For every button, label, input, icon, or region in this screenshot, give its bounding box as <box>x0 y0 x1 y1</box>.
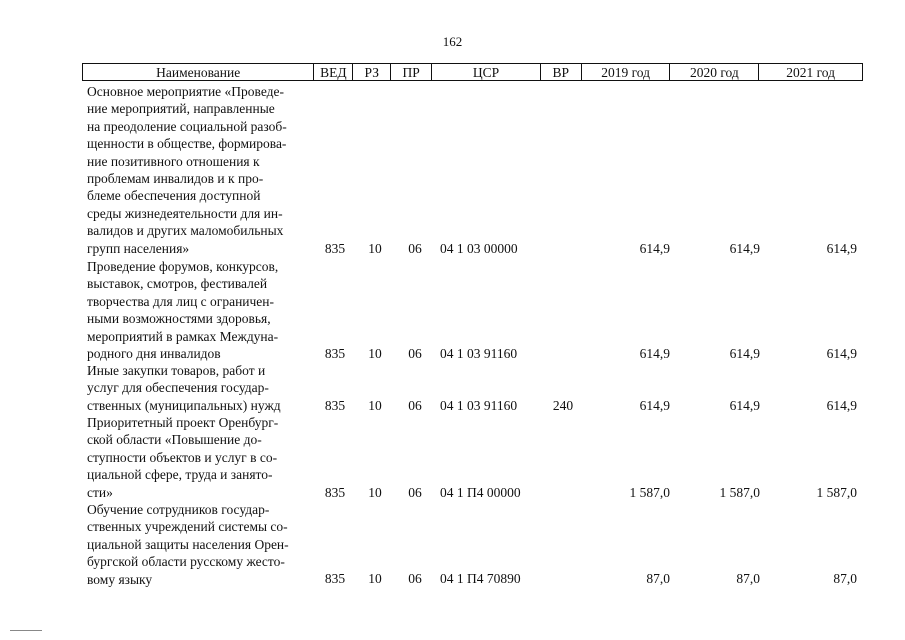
row-2021: 614,9 <box>826 346 857 361</box>
header-csr: ЦСР <box>432 64 541 80</box>
row-name: Проведение форумов, конкурсов, выставок, смотров, фестивалей творчества для лиц с ограничен- ными возможностями здоровья, мероприятий в рамках Междуна- родного дня инвалидов <box>87 259 279 362</box>
header-2021: 2021 год <box>786 65 836 80</box>
row-name: Основное мероприятие «Проведе- ние мероприятий, направленные на преодоление социальной разоб- щенности в обществе, формирова- ние позитивного отношения к проблемам инвалидов и к про- блеме обеспечения доступной среды жизнедеятельности для ин- валидов и других маломобильных групп населения» <box>87 84 287 256</box>
row-ved: 835 <box>324 241 346 256</box>
header-name: Наименование <box>83 64 314 80</box>
row-csr: 04 1 П4 70890 <box>440 571 521 586</box>
row-2020: 87,0 <box>736 571 760 586</box>
row-rz: 10 <box>368 485 382 500</box>
row-2020: 614,9 <box>729 241 760 256</box>
row-ved: 835 <box>324 346 346 361</box>
row-ved: 835 <box>324 398 346 413</box>
row-2019: 614,9 <box>639 398 670 413</box>
row-2019: 87,0 <box>646 571 670 586</box>
row-2021: 1 587,0 <box>816 485 857 500</box>
row-vr: 240 <box>552 398 574 413</box>
header-rz: РЗ <box>353 64 391 80</box>
row-rz: 10 <box>368 346 382 361</box>
row-2020: 614,9 <box>729 398 760 413</box>
row-rz: 10 <box>368 241 382 256</box>
footer-divider <box>10 630 42 631</box>
row-pr: 06 <box>408 571 422 586</box>
row-csr: 04 1 03 00000 <box>440 241 518 256</box>
row-2019: 614,9 <box>639 346 670 361</box>
row-pr: 06 <box>408 485 422 500</box>
page-number: 162 <box>442 34 463 49</box>
row-ved: 835 <box>324 485 346 500</box>
row-2021: 87,0 <box>833 571 857 586</box>
header-vr: ВР <box>541 64 582 80</box>
row-pr: 06 <box>408 346 422 361</box>
row-2019: 614,9 <box>639 241 670 256</box>
row-ved: 835 <box>324 571 346 586</box>
header-2020: 2020 год <box>670 64 759 80</box>
row-name: Приоритетный проект Оренбург- ской области «Повышение до- ступности объектов и услуг в со- циальной сфере, труда и занято- сти» <box>87 415 279 500</box>
row-2019: 1 587,0 <box>629 485 670 500</box>
row-pr: 06 <box>408 398 422 413</box>
header-pr: ПР <box>391 64 432 80</box>
table-header <box>82 63 863 81</box>
row-2020: 614,9 <box>729 346 760 361</box>
header-2019: 2019 год <box>582 64 671 80</box>
row-csr: 04 1 03 91160 <box>440 398 518 413</box>
row-2021: 614,9 <box>826 241 857 256</box>
row-name: Обучение сотрудников государ- ственных учреждений системы со- циальной защиты населения Орен- бургской области русскому жесто- вому языку <box>87 502 289 587</box>
row-name: Иные закупки товаров, работ и услуг для обеспечения государ- ственных (муниципальных) нужд <box>87 363 281 413</box>
row-rz: 10 <box>368 571 382 586</box>
header-ved: ВЕД <box>314 64 353 80</box>
row-2021: 614,9 <box>826 398 857 413</box>
row-pr: 06 <box>408 241 422 256</box>
row-csr: 04 1 П4 00000 <box>440 485 521 500</box>
row-2020: 1 587,0 <box>719 485 760 500</box>
row-rz: 10 <box>368 398 382 413</box>
row-csr: 04 1 03 91160 <box>440 346 518 361</box>
